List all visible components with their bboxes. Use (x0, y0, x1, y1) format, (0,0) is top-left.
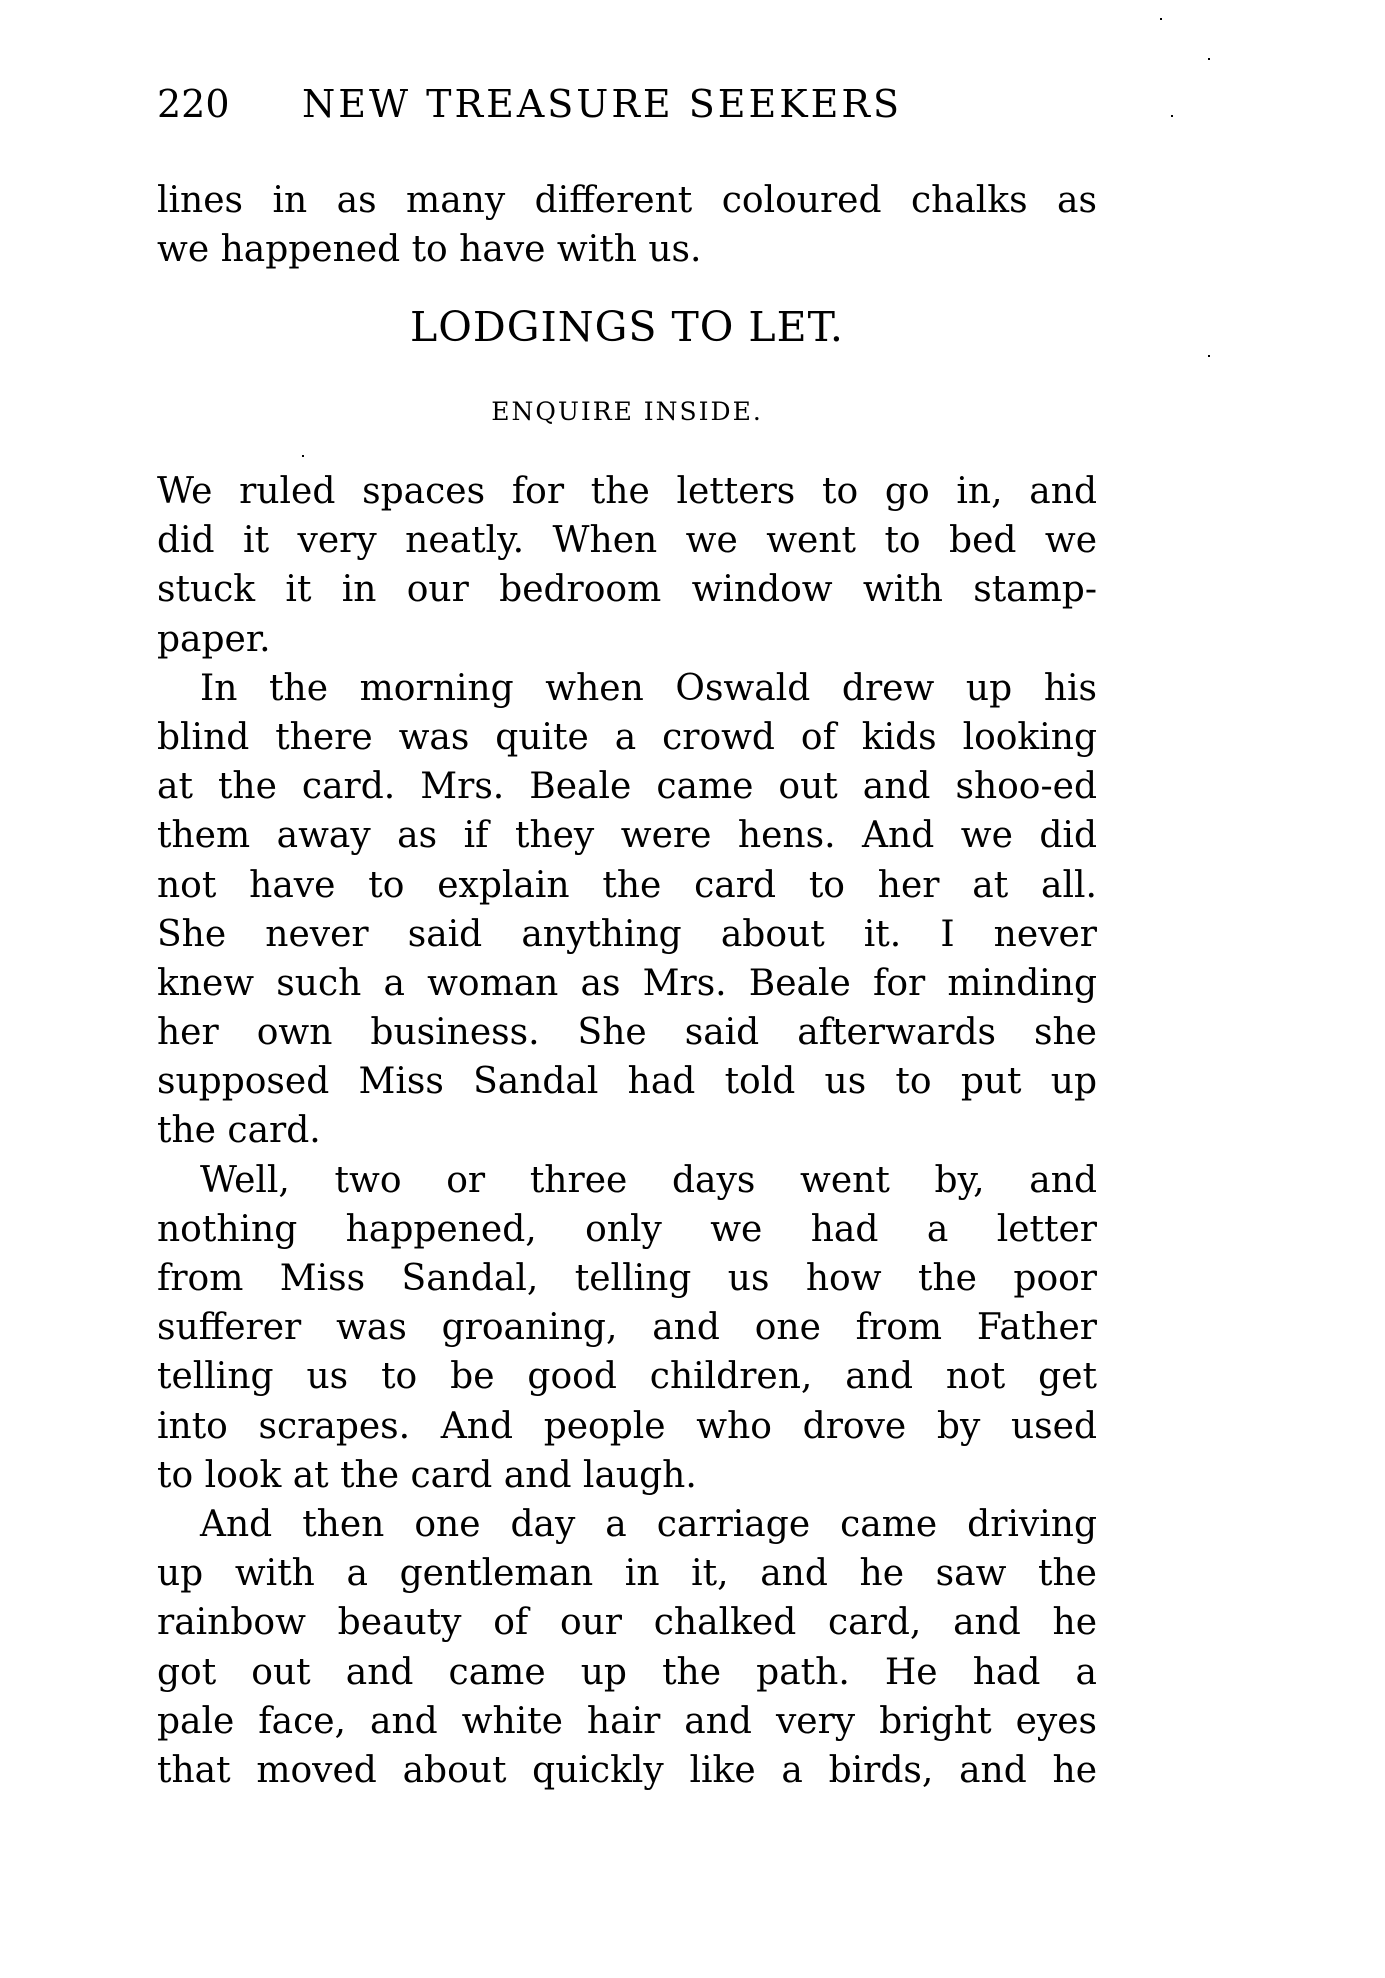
text-line: paper. (157, 618, 271, 660)
text-line: them away as if they were hens. And we did (157, 815, 1097, 857)
sign-title: LODGINGS TO LET. (410, 303, 844, 351)
scan-speck (1208, 355, 1210, 357)
sign-subtitle: ENQUIRE INSIDE. (491, 397, 763, 426)
text-line: sufferer was groaning, and one from Father (157, 1307, 1097, 1349)
text-line: In the morning when Oswald drew up his (200, 667, 1097, 709)
body-text (157, 467, 1097, 1795)
text-line: supposed Miss Sandal had told us to put up (157, 1061, 1097, 1103)
text-line: pale face, and white hair and very bright eyes (157, 1700, 1097, 1742)
text-line: up with a gentleman in it, and he saw the (157, 1553, 1097, 1595)
text-line: the card. (157, 1110, 321, 1152)
text-line: We ruled spaces for the letters to go in, and (157, 471, 1097, 512)
text-line: did it very neatly. When we went to bed we (157, 520, 1097, 562)
text-line: into scrapes. And people who drove by used (157, 1405, 1097, 1447)
text-line: from Miss Sandal, telling us how the poor (157, 1258, 1097, 1299)
text-line: we happened to have with us. (157, 229, 702, 271)
book-title: NEW TREASURE SEEKERS (302, 82, 903, 126)
text-line: stuck it in our bedroom window with stamp- (157, 569, 1097, 611)
text-line: telling us to be good children, and not get (157, 1356, 1097, 1398)
text-line: Well, two or three days went by, and (200, 1159, 1097, 1201)
text-line: nothing happened, only we had a letter (157, 1208, 1097, 1250)
text-line: She never said anything about it. I never (157, 913, 1097, 955)
text-line: blind there was quite a crowd of kids looking (157, 716, 1097, 758)
text-line: And then one day a carriage came driving (200, 1503, 1097, 1545)
scan-speck (1208, 58, 1210, 60)
text-line: lines in as many different coloured chalks as (157, 180, 1097, 221)
text-line: at the card. Mrs. Beale came out and shoo-ed (157, 766, 1097, 808)
text-line: to look at the card and laugh. (157, 1454, 697, 1496)
scan-speck (302, 455, 304, 457)
text-line: knew such a woman as Mrs. Beale for minding (157, 962, 1097, 1004)
text-line: got out and came up the path. He had a (157, 1651, 1097, 1693)
page-number: 220 (157, 82, 230, 126)
text-line: not have to explain the card to her at all. (157, 864, 1097, 906)
scan-speck (1160, 18, 1162, 20)
scan-speck (1171, 115, 1173, 117)
continuation-text (157, 176, 1097, 274)
running-head (157, 80, 947, 128)
text-line: that moved about quickly like a birds, and he (157, 1749, 1097, 1791)
text-line: rainbow beauty of our chalked card, and he (157, 1602, 1097, 1644)
text-line: her own business. She said afterwards she (157, 1012, 1097, 1054)
